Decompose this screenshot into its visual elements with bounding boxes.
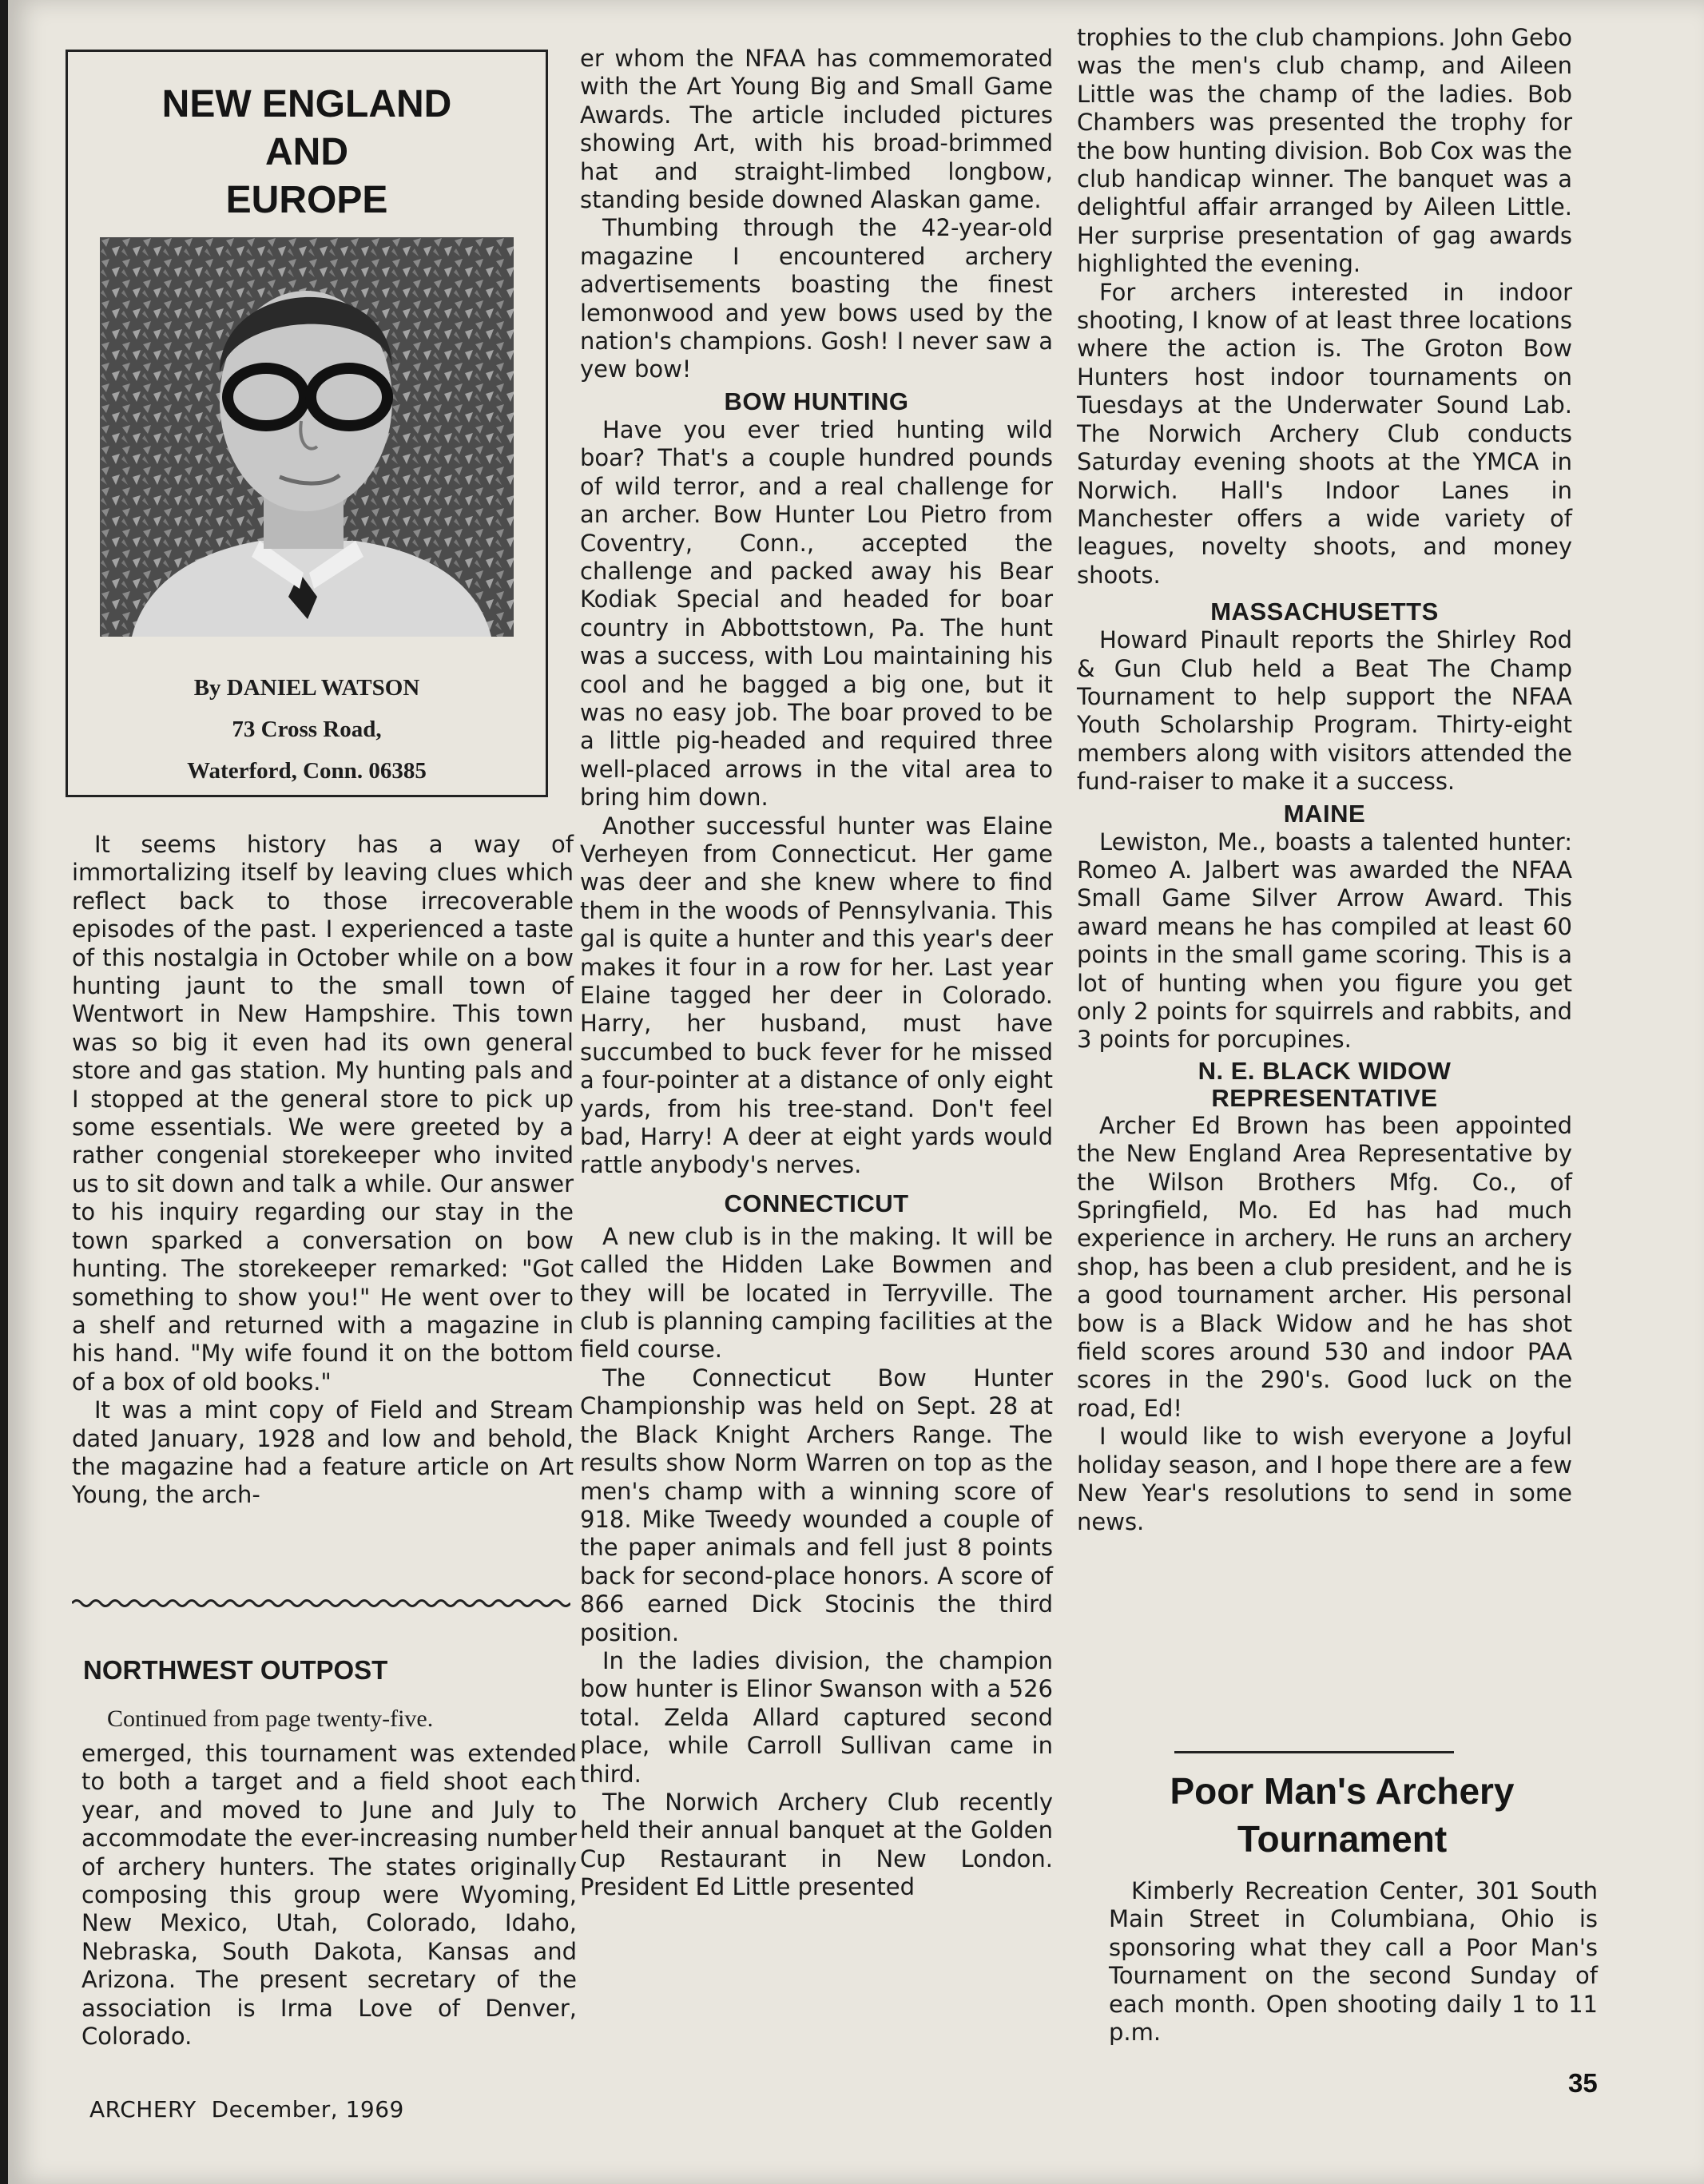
continued-note: Continued from page twenty-five.: [107, 1706, 434, 1732]
northwest-heading: NORTHWEST OUTPOST: [83, 1655, 388, 1685]
paragraph: Archer Ed Brown has been appointed the New England Area Representative by the Wilson Brothers Mfg. Co., of Springfield, Mo. Ed has had much experience in archery. He runs an archery shop, has been a club president, and he is a good tournament archer. His personal bow is a Black Widow and he has shot field scores around 530 and indoor PAA scores in the 290's. Good luck on the road, Ed!: [1077, 1111, 1572, 1422]
paragraph: I would like to wish everyone a Joyful holiday season, and I hope there are a few New Year's resolutions to send in some news.: [1077, 1423, 1572, 1535]
paragraph: It was a mint copy of Field and Stream dated January, 1928 and low and behold, the magazine had a feature article on Art Young, the arch-: [72, 1396, 574, 1509]
poor-mans-text: [1109, 1877, 1598, 2047]
magazine-page: [8, 0, 1704, 2184]
northwest-text: [81, 1740, 577, 2051]
footer-credit: [89, 2096, 404, 2122]
issue-date: December, 1969: [211, 2096, 404, 2122]
section-heading-bow-hunting: BOW HUNTING: [724, 387, 909, 415]
paragraph: Lewiston, Me., boasts a talented hunter: Romeo A. Jalbert was awarded the NFAA Small Game Silver Arrow Award. This award means he has compiled at least 60 points in the small game scoring. This is a lot of hunting when you figure you get only 2 points for squirrels and rabbits, and 3 points for porcupines.: [1077, 828, 1572, 1054]
paragraph: The Norwich Archery Club recently held their annual banquet at the Golden Cup Restaurant in New London. President Ed Little presented: [580, 1788, 1053, 1901]
section-heading-maine: MAINE: [1283, 799, 1366, 828]
paragraph: emerged, this tournament was extended to both a target and a field shoot each year, and moved to June and July to accommodate the ever-increasing number of archery hunters. The states originally composing this group were Wyoming, New Mexico, Utah, Colorado, Idaho, Nebraska, South Dakota, Kansas and Arizona. The present secretary of the association is Irma Love of Denver, Colorado.: [81, 1740, 577, 2051]
byline: By DANIEL WATSON 73 Cross Road, Waterford, Conn. 06385: [187, 675, 427, 784]
paragraph: In the ladies division, the champion bow hunter is Elinor Swanson with a 526 total. Zelda Allard captured second place, while Carroll Sullivan came in third.: [580, 1646, 1053, 1788]
paragraph: er whom the NFAA has commemorated with the Art Young Big and Small Game Awards. The article included pictures showing Art, with his broad-brimmed hat and straight-limbed longbow, standing beside downed Alaskan game.: [580, 45, 1053, 214]
poor-mans-title: Poor Man's Archery Tournament: [1170, 1770, 1515, 1860]
author-photo: [100, 237, 514, 637]
paragraph: It seems history has a way of immortalizing itself by leaving clues which reflect back to those irrecoverable episodes of the past. I experienced a taste of this nostalgia in October while on a bow hunting jaunt to the small town of Wentwort in New Hampshire. This town was so big it even had its own general store and gas station. My hunting pals and I stopped at the general store to pick up some essentials. We were greeted by a rather congenial storekeeper who invited us to sit down and talk a while. Our answer to his inquiry regarding our stay in the town sparked a conversation on bow hunting. The storekeeper remarked: "Got something to show you!" He went over to a shelf and returned with a magazine in his hand. "My wife found it on the bottom of a box of old books.": [72, 831, 574, 1396]
paragraph: Another successful hunter was Elaine Verheyen from Connecticut. Her game was deer and she knew where to find them in the woods of Pennsylvania. This gal is quite a hunter and this year's deer makes it four in a row for her. Last year Elaine tagged her deer in Colorado. Harry, her husband, must have succumbed to buck fever for he missed a four-pointer at a distance of only eight yards, from his tree-stand. Don't feel bad, Harry! A deer at eight yards would rattle anybody's nerves.: [580, 812, 1053, 1179]
paragraph: For archers interested in indoor shooting, I know of at least three locations where the action is. The Groton Bow Hunters host indoor tournaments on Tuesdays at the Underwater Sound Lab. The Norwich Archery Club conducts Saturday evening shoots at the YMCA in Norwich. Hall's Indoor Lanes in Manchester offers a wide variety of leagues, novelty shoots, and money shoots.: [1077, 278, 1572, 589]
column-1: [72, 831, 574, 1510]
paragraph: Have you ever tried hunting wild boar? That's a couple hundred pounds of wild terror, and a real challenge for an archer. Bow Hunter Lou Pietro from Coventry, Conn., accepted the challenge and packed away his Bear Kodiak Special and headed for boar country in Abbottstown, Pa. The hunt was a success, with Lou maintaining his cool and he bagged a big one, but it was no easy job. The boar proved to be a little pig-headed and required three well-placed arrows in the vital area to bring him down.: [580, 415, 1053, 812]
paragraph: trophies to the club champions. John Gebo was the men's club champ, and Aileen Little was the champ of the ladies. Bob Chambers was presented the trophy for the bow hunting division. Bob Cox was the club handicap winner. The banquet was a delightful affair arranged by Aileen Little. Her surprise presentation of gag awards highlighted the evening.: [1077, 24, 1572, 278]
wavy-divider: [72, 1596, 570, 1610]
divider-rule: [1174, 1751, 1454, 1753]
paragraph: Kimberly Recreation Center, 301 South Main Street in Columbiana, Ohio is sponsoring what they call a Poor Man's Tournament on the second Sunday of each month. Open shooting daily 1 to 11 p.m.: [1109, 1877, 1598, 2047]
paragraph: The Connecticut Bow Hunter Championship was held on Sept. 28 at the Black Knight Archers Range. The results show Norm Warren on top as the men's champ with a winning score of 918. Mike Tweedy wounded a couple of the paper animals and fell just 8 points back for second-place honors. A score of 866 earned Dick Stocinis the third position.: [580, 1364, 1053, 1646]
magazine-name: ARCHERY: [89, 2096, 197, 2122]
column-2: [580, 45, 1053, 1902]
page-number: 35: [1568, 2068, 1598, 2098]
section-heading-massachusetts: MASSACHUSETTS: [1210, 598, 1439, 626]
author-box: [66, 50, 548, 797]
paragraph: Howard Pinault reports the Shirley Rod & Gun Club held a Beat The Champ Tournament to help support the NFAA Youth Scholarship Program. Thirty-eight members along with visitors attended the fund-raiser to make it a success.: [1077, 626, 1572, 796]
section-heading-black-widow: N. E. BLACK WIDOW REPRESENTATIVE: [1198, 1056, 1452, 1112]
section-heading-connecticut: CONNECTICUT: [724, 1189, 909, 1217]
paragraph: A new club is in the making. It will be called the Hidden Lake Bowmen and they will be located in Terryville. The club is planning camping facilities at the field course.: [580, 1222, 1053, 1364]
column-3: [1077, 24, 1572, 1536]
paragraph: Thumbing through the 42-year-old magazine I encountered archery advertisements boasting the finest lemonwood and yew bows used by the nation's champions. Gosh! I never saw a yew bow!: [580, 214, 1053, 383]
column-title: NEW ENGLAND AND EUROPE: [161, 83, 452, 221]
